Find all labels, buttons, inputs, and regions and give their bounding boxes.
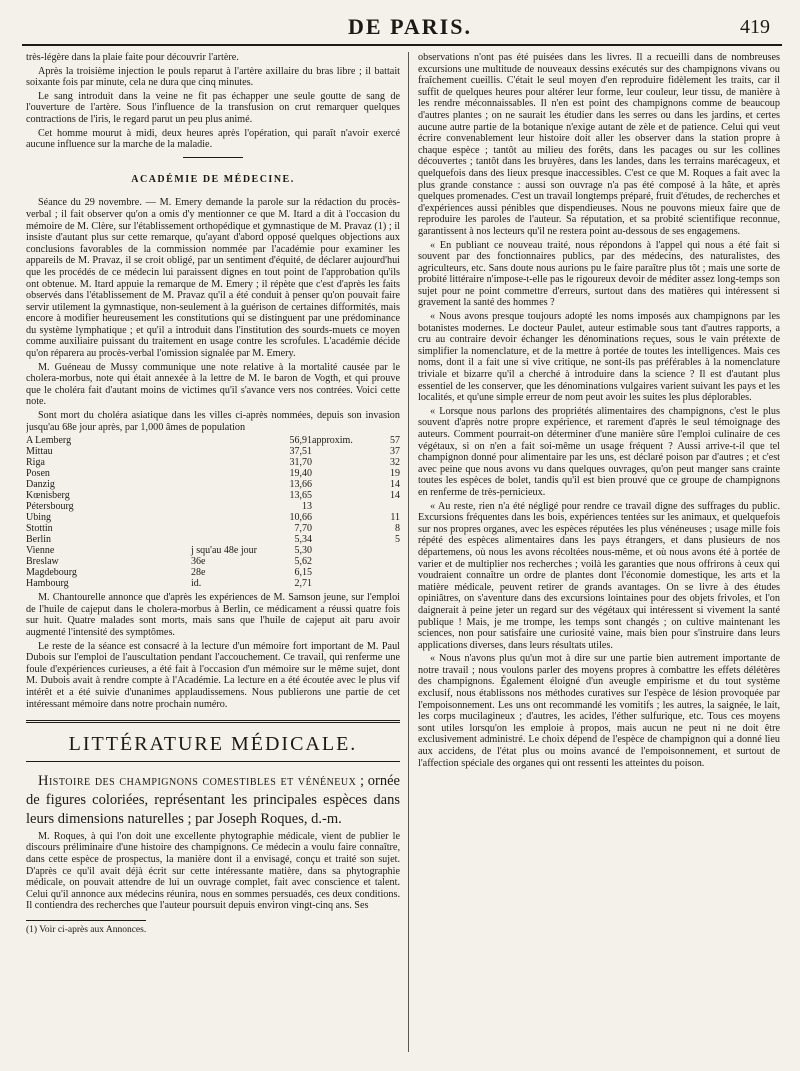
- column-divider: [408, 52, 409, 1052]
- review-paragraph: « Lorsque nous parlons des propriétés alimentaires des champignons, c'est le plus souvent d'après notre propre expérience, et rarement d'après le seul témoignage des auteurs. Comment pourrait-on déterminer d'une manière sûre l'emploi culinaire de ces végétaux, si on n'en a fait soi-même un usage fréquent ? Aussi arrive-t-il que tel champignon donné pour alimentaire par les uns, est déclaré poison par d'autres ; et c'est avec peine que nous avons vu dans quelques ouvrages, qu'on peut manger sans crainte toutes les espèces de bolet, tandis qu'il est bien prouvé que ce groupe de champignons en renferme de très-pernicieux.: [418, 405, 780, 498]
- review-paragraph: M. Roques, à qui l'on doit une excellente phytographie médicale, vient de publier le discours préliminaire d'une histoire des champignons. Ce médecin a voulu faire connaître, dans cette espèce de prospectus, la manière dont il a envisagé, conçu et traité son sujet. D'après ce qu'il avait déjà écrit sur cette intéressante matière, dans sa phytographie médicale, on pouvait attendre de lui un ouvrage complet, fait avec conscience et talent. Celui qu'il annonce aux médecins réunira, nous en sommes persuadés, ces deux conditions. Il contiendra des recherches que l'auteur poursuit depuis environ vingt-cinq ans. Ses: [26, 830, 400, 912]
- mortality-note: id.: [191, 578, 202, 590]
- mortality-other: [367, 545, 400, 556]
- page-header: [0, 0, 800, 48]
- mortality-other: [367, 501, 400, 512]
- mortality-approx: [312, 578, 367, 589]
- intro-paragraph: très-légère dans la plaie faite pour découvrir l'artère.: [26, 52, 239, 63]
- review-paragraph: « Au reste, rien n'a été négligé pour rendre ce travail digne des suffrages du public. Excursions fréquentes dans les bois, expériences tentées sur les animaux, et quelquefois sur nos propres organes, avec les espèces réputées les plus vénéneuses ; usage mille fois répété des espèces alimentaires dans les pays étrangers, et dans plusieurs de nos départemens, où nous les avons récoltées nous-même, et où nous avons été à portée de varier et de multiplier nos recherches ; voilà les garanties que nous offrirons à ceux qui voudraient connaître un ordre de plantes dont l'économie domestique, les arts et la matière médicale, peuvent retirer de grands avantages. On se livre à des études opiniâtres, on s'aventure dans des excursions lointaines pour des objets frivoles, et l'on daignerait à peine jeter un regard sur des végétaux qui intéressent si vivement la santé publique ! Mais, je me trompe, les temps sont changés ; on cultive maintenant les sciences, non pour satisfaire une curiosité vaine, mais bien pour s'instruire dans leurs applications diverses, dans leurs résultats utiles.: [418, 500, 780, 651]
- mortality-rate: 5,30: [294, 545, 312, 557]
- literature-heading: LITTÉRATURE MÉDICALE.: [68, 733, 358, 756]
- mortality-note: [191, 457, 257, 468]
- mortality-approx: [312, 567, 367, 578]
- review-paragraph: « Nous n'avons plus qu'un mot à dire sur une partie bien autrement importante de notre travail ; nous voulons parler des moyens propres à combattre les effets délétères des champignons. Également éloigné d'un aveugle empirisme et du tout système exclusif, nous établissons nos méthodes curatives sur l'espèce de lésion provoquée par l'empoisonnement. Les uns ont recommandé les vomitifs ; les autres, la saignée, le lait, les corps mucilagineux ; d'autres, les acides, l'éther sulfurique, etc. Tous ces moyens sont utiles lorsqu'on les emploie à propos, mais aucun ne peut ni ne doit être exclusivement administré. Le choix dépend de l'espèce de champignon qui a donné lieu aux accidens, de l'état plus ou moins avancé de l'empoisonnement, et surtout de l'affection spéciale des organes qui ont ressenti les atteintes du poison.: [418, 653, 780, 769]
- mortality-rate: 37,51: [289, 446, 312, 458]
- mortality-other: 57: [390, 435, 400, 447]
- mortality-other: 37: [390, 446, 400, 458]
- mortality-approx: [312, 512, 367, 523]
- review-paragraph: « Nous avons presque toujours adopté les noms imposés aux champignons par les botanistes modernes. Le docteur Paulet, auteur estimable sous tant d'autres rapports, a cru au contraire devoir échanger les dénominations reçues, sous le vain prétexte de simplifier la nomenclature, et de la mettre à portée de toutes les intelligences. Mais ces noms, dont il a fait une si vive critique, ne sont-ils pas préférables à la nomenclature triviale et bizarre qu'il a cherché à introduire dans la science ? Il est d'autant plus essentiel de les conserver, que les dénominations vulgaires varient suivant les pays et les localités, et qu'une simple erreur de nom peut avoir les suites les plus déplorables.: [418, 311, 780, 404]
- mortality-row: [26, 490, 400, 501]
- mortality-other: 32: [390, 457, 400, 469]
- mortality-row: [26, 578, 400, 589]
- mortality-rate: 6,15: [294, 567, 312, 579]
- literature-rule: [26, 761, 400, 762]
- mortality-city: Magdebourg: [26, 567, 77, 579]
- mortality-rate: 13: [302, 501, 312, 513]
- section-separator: [183, 157, 243, 158]
- mortality-row: [26, 457, 400, 468]
- mortality-row: [26, 468, 400, 479]
- mortality-other: 11: [390, 512, 400, 524]
- review-title-smallcaps: Histoire des champignons comestibles et vénéneux: [38, 772, 357, 789]
- page-number: 419: [740, 16, 770, 38]
- mortality-rate: 13,66: [289, 479, 312, 491]
- section-double-rule: [26, 720, 400, 723]
- mortality-row: [26, 545, 400, 556]
- mortality-approx: [312, 490, 367, 501]
- intro-paragraph: Le sang introduit dans la veine ne fit pas échapper une seule goutte de sang de l'ouverture de l'artère. Sous l'influence de la transfusion on crut remarquer quelques contractions de l'iris, le regard parut un peu plus animé.: [26, 90, 400, 125]
- mortality-rate: 31,70: [289, 457, 312, 469]
- review-paragraph: observations n'ont pas été puisées dans les livres. Il a recueilli dans de nombreuses excursions une multitude de nouveaux dessins exécutés sur des champignons vivans ou fraîchement cueillis. C'était le seul moyen d'en reproduire fidèlement les traits, car il suffit de quelques heures pour altérer leur forme, leur couleur, leur tissu, de manière à les rendre méconnaissables. Il n'en est point des champignons comme de beaucoup d'autres plantes ; on ne saurait les étudier dans les serres ou dans les jardins, et certes aucune autre partie de la botanique n'exige autant de zèle et de patience. Celui qui veut écrire convenablement leur histoire doit aller les observer dans la station propre à chaque espèce ; tantôt au milieu des forêts, dans les pacages ou sur les collines découvertes ; tantôt dans les bruyères, dans les landes, dans les terrains marécageux, et quelquefois dans des lieux presque inaccessibles. C'est ce que M. Roques a fait avec la plus grande constance : aussi son ouvrage n'a pas été composé à la hâte, et après quelques promenades. C'est un travail longtemps préparé, fruit d'études, de recherches et d'expériences aussi pénibles que dispendieuses. Nous ne pouvons mieux faire que de reproduire les paroles de l'auteur. Sa réputation, et sa probité scientifique reconnue, garantissent à nos lecteurs qu'il ne restera point au-dessous de ses engagemens.: [418, 52, 780, 237]
- right-column: [418, 52, 780, 1057]
- mortality-approx: [312, 446, 367, 457]
- mortality-row: [26, 501, 400, 512]
- mortality-rate: 10,66: [289, 512, 312, 524]
- mortality-approx: [312, 534, 367, 545]
- mortality-city: Vienne: [26, 545, 55, 557]
- mortality-approx: [312, 479, 367, 490]
- mortality-other: [367, 578, 400, 589]
- footnote-rule: [26, 920, 146, 921]
- mortality-city: Kœnisberg: [26, 490, 70, 502]
- mortality-approx: [312, 457, 367, 468]
- mortality-city: Posen: [26, 468, 50, 480]
- review-title: [26, 772, 400, 829]
- mortality-rate: 7,70: [294, 523, 312, 535]
- intro-paragraph: Après la troisième injection le pouls reparut à l'artère axillaire du bras libre ; il battait soixante fois par minute, cela ne dura que cinq minutes.: [26, 65, 400, 89]
- mortality-other: 8: [395, 523, 400, 535]
- mortality-note: 28e: [191, 567, 206, 579]
- mortality-rate: 56,91: [289, 435, 312, 447]
- mortality-city: Breslaw: [26, 556, 59, 568]
- mortality-rate: 5,34: [294, 534, 312, 546]
- mortality-city: A Lemberg: [26, 435, 72, 447]
- mortality-rate: 5,62: [294, 556, 312, 568]
- mortality-table: [26, 435, 400, 589]
- mortality-note: [191, 501, 257, 512]
- mortality-city: Stottin: [26, 523, 53, 535]
- mortality-note: j squ'au 48e jour: [191, 545, 257, 557]
- mortality-row: [26, 556, 400, 567]
- footnote: (1) Voir ci-après aux Annonces.: [26, 924, 147, 935]
- mortality-rate: 13,65: [289, 490, 312, 502]
- mortality-note: [191, 512, 257, 523]
- mortality-row: [26, 479, 400, 490]
- mortality-other: 5: [395, 534, 400, 546]
- left-column: [26, 52, 400, 1052]
- mortality-other: 14: [390, 490, 400, 502]
- mortality-approx: approxim.: [312, 435, 353, 447]
- header-rule: [22, 44, 782, 46]
- mortality-city: Mittau: [26, 446, 53, 458]
- mortality-city: Pétersbourg: [26, 501, 74, 513]
- mortality-note: [191, 534, 257, 545]
- mortality-note: [191, 490, 257, 501]
- mortality-city: Riga: [26, 457, 45, 469]
- mortality-row: [26, 435, 400, 446]
- mortality-note: [191, 435, 257, 446]
- mortality-row: [26, 567, 400, 578]
- mortality-approx: [312, 523, 367, 534]
- mortality-row: [26, 523, 400, 534]
- mortality-rate: 19,40: [289, 468, 312, 480]
- mortality-city: Danzig: [26, 479, 55, 491]
- academy-paragraph: Séance du 29 novembre. — M. Emery demande la parole sur la rédaction du procès-verbal ; il fait observer qu'on a omis d'y mentionner ce que M. Itard a dit à l'occasion du mémoire de M. Clère, sur l'établissement orthopédique et gymnastique de M. Pravaz (1) ; il insiste d'autant plus sur cette remarque, qu'ayant d'abord opposé quelques objections aux conclusions favorables de la commission nommée par l'académie pour examiner les appareils de M. Pravaz, il se croit obligé, par un sentiment d'équité, de déclarer aujourd'hui que les procédés de ce médecin lui paraissent dignes en tout point de l'approbation qu'ils ont obtenue. M. Itard appuie la remarque de M. Emery ; il répète que c'est d'après les faits observés dans l'établissement de M. Pravaz qu'il a été conduit à penser qu'on pouvait faire servir utilement la gymnastique, non-seulement à la guérison de certaines difformités, mais encore à modifier heureusement les constitutions qui se distinguent par une prédominance du système lymphatique ; et qu'il a introduit dans l'institution des sourds-muets ce moyen comme auxiliaire puissant du traitement en usage contre les scrofules. L'académie décide qu'on réparera au procès-verbal l'omission signalée par M. Emery.: [26, 197, 400, 360]
- academy-paragraph: Le reste de la séance est consacré à la lecture d'un mémoire fort important de M. Paul Dubois sur l'emploi de l'auscultation pendant l'accouchement. Ce travail, qui renferme une foule d'expériences curieuses, a été fait à l'occasion d'un mémoire sur le même sujet, dont M. Dubois avait à rendre compte à l'Académie. La lecture en a été écoutée avec le plus vif intérêt et a été suivie d'unanimes applaudissemens. Nous publierons une partie de cet intéressant mémoire dans notre prochain numéro.: [26, 640, 400, 710]
- running-title: DE PARIS.: [348, 14, 472, 39]
- mortality-approx: [312, 556, 367, 567]
- academy-heading: ACADÉMIE DE MÉDECINE.: [131, 173, 295, 185]
- mortality-other: [367, 556, 400, 567]
- review-title-rest: ; ornée de figures coloriées, représentant les principales espèces dans leurs dimensions naturelles ; par Joseph Roques, d.-m.: [26, 772, 400, 827]
- mortality-row: [26, 446, 400, 457]
- mortality-note: [191, 468, 257, 479]
- mortality-city: Ubing: [26, 512, 51, 524]
- mortality-note: [191, 446, 257, 457]
- academy-paragraph: Sont mort du choléra asiatique dans les villes ci-après nommées, depuis son invasion jusqu'au 68e jour après, par 1,000 âmes de population: [26, 410, 400, 433]
- review-paragraph: « En publiant ce nouveau traité, nous répondons à l'appel qui nous a été fait si souvent par des fonctionnaires publics, par des médecins, des naturalistes, des agriculteurs, etc. Sans doute nous aurions pu le faire paraître plus tôt ; mais une sorte de probité littéraire n'impose-t-elle pas le rigoureux devoir de méditer assez long-temps son sujet pour ne point commettre d'erreurs, surtout dans des matières qui intéressent si gravement la santé des hommes ?: [418, 239, 780, 309]
- mortality-city: Berlin: [26, 534, 51, 546]
- mortality-other: 19: [390, 468, 400, 480]
- mortality-city: Hambourg: [26, 578, 69, 590]
- mortality-approx: [312, 545, 367, 556]
- mortality-approx: [312, 501, 367, 512]
- mortality-rate: 2,71: [294, 578, 312, 590]
- academy-paragraph: M. Chantourelle annonce que d'après les expériences de M. Samson jeune, sur l'emploi de l'huile de cajeput dans le cholera-morbus à Berlin, ce médicament a réussi quatre fois sur huit. Quatre malades sont morts, mais sans que l'huile de cajeput ait paru avoir augmenté l'intensité des symptômes.: [26, 592, 400, 638]
- mortality-approx: [312, 468, 367, 479]
- mortality-note: [191, 523, 257, 534]
- mortality-other: [367, 567, 400, 578]
- mortality-row: [26, 534, 400, 545]
- mortality-row: [26, 512, 400, 523]
- mortality-note: [191, 479, 257, 490]
- mortality-note: 36e: [191, 556, 206, 568]
- mortality-other: 14: [390, 479, 400, 491]
- intro-paragraph: Cet homme mourut à midi, deux heures après l'opération, qui paraît n'avoir exercé aucune influence sur la marche de la maladie.: [26, 127, 400, 151]
- academy-paragraph: M. Guéneau de Mussy communique une note relative à la mortalité causée par le cholera-morbus, note qui était annexée à la lettre de M. le baron de Vogth, et qui prouve que le choléra fait d'autant moins de victimes qu'il s'avance vers nos contrées. Voici cette note.: [26, 361, 400, 408]
